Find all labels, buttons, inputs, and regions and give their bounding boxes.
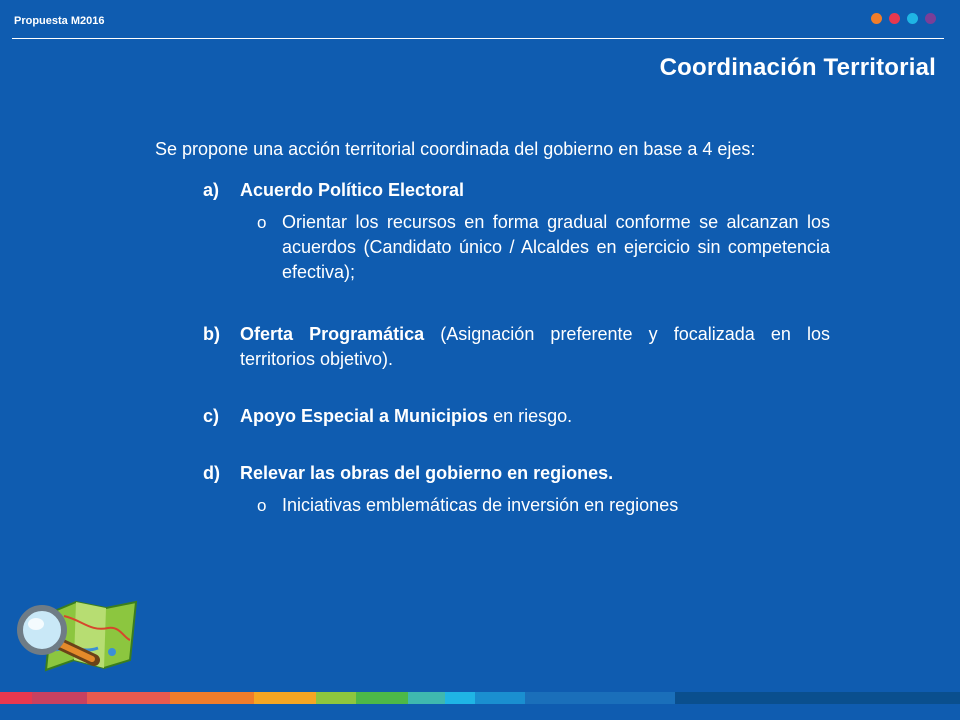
item-d-letter: d) <box>203 463 220 483</box>
header-label: Propuesta M2016 <box>14 15 105 27</box>
item-d-sub <box>155 493 830 518</box>
item-c-title: Apoyo Especial a Municipios <box>240 406 489 426</box>
item-b-rest: (Asignación preferente y focalizada en los territorios objetivo). <box>240 324 830 369</box>
header-dots <box>871 13 936 24</box>
item-b <box>155 322 830 372</box>
color-segment <box>525 692 675 704</box>
color-segment <box>87 692 170 704</box>
item-d-sub-text: Iniciativas emblemáticas de inversión en regiones <box>282 495 679 515</box>
color-segment <box>316 692 356 704</box>
bullet-icon: o <box>257 213 267 232</box>
item-a-sub-text: Orientar los recursos en forma gradual conforme se alcanzan los acuerdos (Candidato único / Alcaldes en ejercicio sin competencia efectiva); <box>282 212 830 282</box>
red-dot <box>889 13 900 24</box>
color-segment <box>675 692 960 704</box>
orange-dot <box>871 13 882 24</box>
map-magnifier-icon <box>12 598 140 676</box>
cyan-dot <box>907 13 918 24</box>
bullet-icon: o <box>257 496 267 515</box>
item-a-sub <box>155 210 830 285</box>
item-a-title: Acuerdo Político Electoral <box>240 180 465 200</box>
item-c-letter: c) <box>203 406 220 426</box>
color-segment <box>170 692 254 704</box>
color-segment <box>445 692 475 704</box>
item-b-title: Oferta Programática <box>240 324 425 344</box>
item-b-letter: b) <box>203 324 220 344</box>
color-segment <box>475 692 525 704</box>
color-segment <box>254 692 316 704</box>
purple-dot <box>925 13 936 24</box>
color-segment <box>0 692 32 704</box>
color-segment <box>356 692 408 704</box>
intro-text: Se propone una acción territorial coordinada del gobierno en base a 4 ejes: <box>155 139 756 159</box>
item-a-letter: a) <box>203 180 220 200</box>
bottom-color-bar <box>0 692 960 704</box>
color-segment <box>32 692 87 704</box>
item-c-rest: en riesgo. <box>488 406 573 426</box>
item-a <box>155 178 830 203</box>
item-c <box>155 404 830 429</box>
color-segment <box>408 692 445 704</box>
slide-title: Coordinación Territorial <box>659 54 936 81</box>
slide-content <box>155 137 830 518</box>
header-divider <box>12 38 944 39</box>
item-d-title: Relevar las obras del gobierno en regiones. <box>240 463 614 483</box>
item-d <box>155 461 830 486</box>
